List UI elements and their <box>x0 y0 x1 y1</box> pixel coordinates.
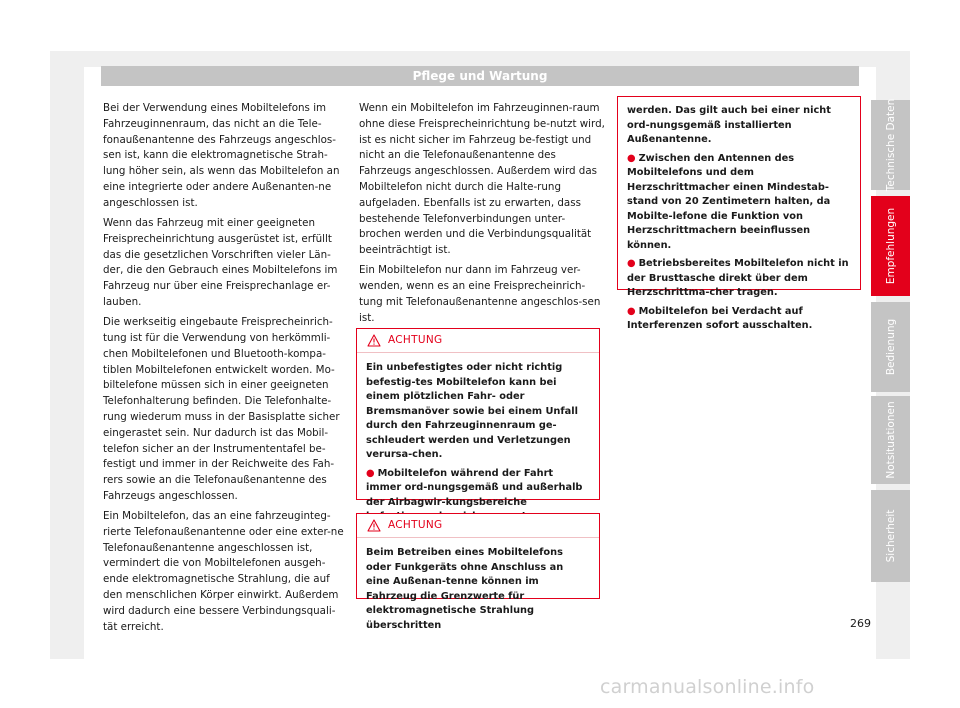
warning-text: werden. Das gilt auch bei einer nicht ord-nungsgemäß installierten Außenantenne. <box>627 105 831 145</box>
warning-title: ACHTUNG <box>388 519 443 531</box>
bullet-icon: ● <box>627 258 636 269</box>
warning-bullet-item <box>627 257 850 301</box>
paragraph: Bei der Verwendung eines Mobiltelefons im Fahrzeuginnenraum, das nicht an die Tele-fonaußenantenne des Fahrzeugs angeschlos-sen ist, kann die elektromagnetische Strah-lung höher sein, als wenn das Mobiltelefon an eine integrierte oder andere Außenanten-ne angeschlossen ist. <box>103 102 340 209</box>
tab-label: Empfehlungen <box>884 207 897 285</box>
warning-body <box>357 353 599 525</box>
warning-bullet-text: Mobiltelefon während der Fahrt immer ord-nungsgemäß und außerhalb der Airbagwir-kungsbereiche <box>366 467 583 508</box>
paragraph: Ein Mobiltelefon nur dann im Fahrzeug ver-wenden, wenn es an eine Freisprecheinrich-tung mit Telefonaußenantenne angeschlos-sen ist. <box>359 264 601 324</box>
text-column-middle <box>359 101 605 331</box>
tab-sicherheit[interactable] <box>871 490 910 582</box>
warning-body <box>357 538 599 633</box>
section-header: Pflege und Wartung <box>101 66 859 86</box>
paragraph: Wenn das Fahrzeug mit einer geeigneten Freisprecheinrichtung ausgerüstet ist, erfüllt das die gesetzlichen Vorschriften vieler Län-der, die den Gebrauch eines Mobiltelefons im Fahrzeug nur über eine Freisprechanlage er-lauben. <box>103 216 338 308</box>
warning-triangle-icon <box>367 519 381 532</box>
bullet-icon: ● <box>627 305 636 317</box>
warning-triangle-icon <box>367 334 381 347</box>
warning-header <box>357 514 599 538</box>
text-column-left <box>103 101 347 640</box>
warning-bullet-item <box>627 152 850 254</box>
warning-text: Beim Betreiben eines Mobiltelefons oder Funkgeräts ohne Anschluss an eine Außenan-tenne können im Fahrzeug die Grenzwerte für elektromagnetische Strahlung überschritten <box>366 547 564 631</box>
paragraph: Wenn ein Mobiltelefon im Fahrzeuginnen-raum ohne diese Freisprecheinrichtung be-nutzt wird, ist es nicht sicher im Fahrzeug be-festigt und nicht an die Telefonaußenantenne des Fahrzeugs angeschlossen. Außerdem wird das Mobiltelefon nicht durch die Halte-rung aufgeladen. Ebenfalls ist zu erwarten, dass bestehende Telefonverbindungen unter-brochen werden und die Verbindungsqualität beeinträchtigt ist. <box>359 102 605 257</box>
warning-bullet-text: Zwischen den Antennen des Mobiltelefons und dem Herzschrittmacher einen Mindestab-stand von 20 Zentimetern halten, da Mobilte-lefone die Funktion von Herzschrittmachern beeinflussen können. <box>627 152 831 251</box>
warning-bullet-text: Mobiltelefon bei Verdacht auf Interferenzen sofort ausschalten. <box>627 305 813 331</box>
tab-label: Notsituationen <box>884 401 897 479</box>
tab-technische-daten[interactable] <box>871 100 910 190</box>
tab-label: Sicherheit <box>884 509 897 563</box>
tab-notsituationen[interactable] <box>871 396 910 484</box>
tab-label: Bedienung <box>884 318 897 376</box>
bullet-icon: ● <box>627 152 636 164</box>
warning-title: ACHTUNG <box>388 334 443 346</box>
paragraph: Ein Mobiltelefon, das an eine fahrzeuginteg-rierte Telefonaußenantenne oder eine exter-ne Telefonaußenantenne angeschlossen ist, vermindert die von Mobiltelefonen ausgeh-ende elektromagnetische Strahlung, die auf den menschlichen Körper einwirkt. Außerdem wird dadurch eine bessere Verbindungsquali-tät erreicht. <box>103 510 344 633</box>
warning-bullet-item <box>627 305 850 334</box>
page-number: 269 <box>850 617 871 630</box>
watermark-text: carmanualsonline.info <box>600 676 815 698</box>
warning-box-unsecured-phone <box>356 328 600 508</box>
paragraph: Die werkseitig eingebaute Freisprecheinrich-tung ist für die Verwendung von herkömmli-chen Mobiltelefonen und Bluetooth-kompa-tiblen Mobiltelefonen entwickelt worden. Mo-biltelefone müssen sich in einer geeigneten Telefonhalterung befinden. Die Telefonhalte-rung wiederum muss in der Basisplatte sicher eingerastet sein. Nur dadurch ist das Mobil-telefon sicher an der Instrumententafel be-festigt und immer in der Reichweite des Fah-rers sowie an die Telefonaußenantenne des Fahrzeugs angeschlossen. <box>103 316 340 502</box>
tab-label: Technische Daten <box>884 98 897 192</box>
bullet-icon: ● <box>366 467 375 479</box>
warning-body <box>618 97 860 334</box>
warning-box-radiation <box>356 513 600 631</box>
tab-empfehlungen[interactable] <box>871 196 910 296</box>
warning-box-continued <box>617 96 861 331</box>
warning-text: Ein unbefestigtes oder nicht richtig befestig-tes Mobiltelefon kann bei einem plötzlichen Fahr- oder Bremsmanöver sowie bei einem Unfall durch den Fahrzeuginnenraum ge-schleudert werden und Verletzungen verursa-chen. <box>366 362 578 460</box>
tab-bedienung[interactable] <box>871 302 910 392</box>
warning-bullet-text: Betriebsbereites Mobiltelefon nicht in der Brusttasche direkt über dem Herzschrittma-cher tragen. <box>627 258 849 298</box>
warning-header <box>357 329 599 353</box>
